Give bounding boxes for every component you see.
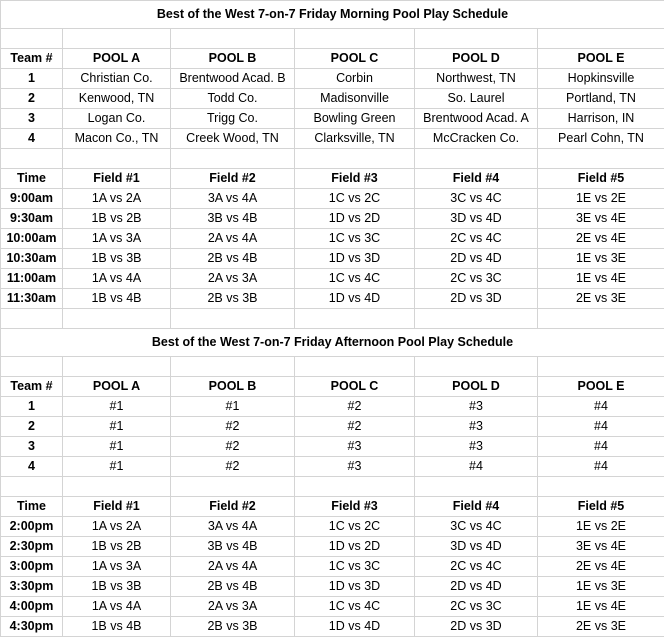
afternoon-pool-row [1, 457, 664, 477]
matchup-cell[interactable]: 1D vs 4D [295, 617, 415, 637]
matchup-cell[interactable]: 1B vs 2B [63, 209, 171, 229]
empty-cell[interactable] [1, 357, 63, 377]
empty-cell[interactable] [538, 149, 664, 169]
pool-team-cell[interactable]: Bowling Green [295, 109, 415, 129]
morning-pool-row [1, 109, 664, 129]
pool-team-cell[interactable]: #3 [295, 457, 415, 477]
matchup-cell[interactable]: 1B vs 3B [63, 577, 171, 597]
empty-cell[interactable] [1, 149, 63, 169]
field-header-cell[interactable]: Field #3 [295, 169, 415, 189]
pool-team-cell[interactable]: #1 [63, 417, 171, 437]
time-cell[interactable]: 4:30pm [1, 617, 63, 637]
matchup-cell[interactable]: 1A vs 3A [63, 557, 171, 577]
pool-team-cell[interactable]: #2 [295, 397, 415, 417]
matchup-cell[interactable]: 2B vs 3B [171, 617, 295, 637]
matchup-cell[interactable]: 2D vs 4D [415, 577, 538, 597]
morning-schedule-row [1, 269, 664, 289]
matchup-cell[interactable]: 3B vs 4B [171, 209, 295, 229]
afternoon-pool-row [1, 397, 664, 417]
matchup-cell[interactable]: 1D vs 3D [295, 249, 415, 269]
matchup-cell[interactable]: 1C vs 3C [295, 557, 415, 577]
matchup-cell[interactable]: 2A vs 4A [171, 229, 295, 249]
pool-team-cell[interactable]: So. Laurel [415, 89, 538, 109]
afternoon-schedule-row [1, 597, 664, 617]
field-header-cell[interactable]: Field #4 [415, 497, 538, 517]
matchup-cell[interactable]: 1E vs 2E [538, 517, 664, 537]
morning-schedule-row [1, 249, 664, 269]
pool-team-cell[interactable]: Creek Wood, TN [171, 129, 295, 149]
matchup-cell[interactable]: 1E vs 3E [538, 249, 664, 269]
pool-team-cell[interactable]: Madisonville [295, 89, 415, 109]
pool-team-cell[interactable]: Christian Co. [63, 69, 171, 89]
matchup-cell[interactable]: 1B vs 2B [63, 537, 171, 557]
time-cell[interactable]: 9:30am [1, 209, 63, 229]
pool-team-cell[interactable]: #1 [171, 397, 295, 417]
matchup-cell[interactable]: 3E vs 4E [538, 537, 664, 557]
field-header-cell[interactable]: Field #4 [415, 169, 538, 189]
morning-pool-header-row [1, 49, 664, 69]
morning-field-header-row [1, 169, 664, 189]
empty-cell[interactable] [538, 29, 664, 49]
empty-cell[interactable] [415, 309, 538, 329]
afternoon-schedule-row [1, 517, 664, 537]
empty-cell[interactable] [415, 29, 538, 49]
empty-cell[interactable] [63, 309, 171, 329]
field-header-cell[interactable]: Field #1 [63, 497, 171, 517]
pool-team-cell[interactable]: Macon Co., TN [63, 129, 171, 149]
empty-cell[interactable] [171, 477, 295, 497]
blank-row [1, 149, 664, 169]
matchup-cell[interactable]: 2D vs 3D [415, 617, 538, 637]
matchup-cell[interactable]: 3A vs 4A [171, 189, 295, 209]
morning-schedule-row [1, 189, 664, 209]
empty-cell[interactable] [63, 149, 171, 169]
afternoon-title-row [1, 329, 664, 357]
team-number-cell[interactable]: 2 [1, 417, 63, 437]
matchup-cell[interactable]: 1A vs 2A [63, 517, 171, 537]
matchup-cell[interactable]: 1E vs 3E [538, 577, 664, 597]
team-number-cell[interactable]: 4 [1, 129, 63, 149]
pool-team-cell[interactable]: Brentwood Acad. A [415, 109, 538, 129]
pool-team-cell[interactable]: #1 [63, 437, 171, 457]
pool-team-cell[interactable]: #3 [415, 397, 538, 417]
empty-cell[interactable] [295, 309, 415, 329]
pool-team-cell[interactable]: Kenwood, TN [63, 89, 171, 109]
matchup-cell[interactable]: 2C vs 3C [415, 597, 538, 617]
empty-cell[interactable] [171, 357, 295, 377]
matchup-cell[interactable]: 3D vs 4D [415, 537, 538, 557]
afternoon-schedule-row [1, 537, 664, 557]
matchup-cell[interactable]: 1C vs 4C [295, 597, 415, 617]
field-header-cell[interactable]: Time [1, 497, 63, 517]
pool-team-cell[interactable]: #2 [171, 417, 295, 437]
empty-cell[interactable] [171, 309, 295, 329]
time-cell[interactable]: 3:30pm [1, 577, 63, 597]
empty-cell[interactable] [415, 357, 538, 377]
pool-team-cell[interactable]: McCracken Co. [415, 129, 538, 149]
empty-cell[interactable] [1, 29, 63, 49]
matchup-cell[interactable]: 2B vs 4B [171, 249, 295, 269]
afternoon-pool-row [1, 437, 664, 457]
field-header-cell[interactable]: Field #3 [295, 497, 415, 517]
pool-team-cell[interactable]: Logan Co. [63, 109, 171, 129]
pool-header-cell[interactable]: POOL D [415, 49, 538, 69]
field-header-cell[interactable]: Field #2 [171, 169, 295, 189]
pool-team-cell[interactable]: #1 [63, 457, 171, 477]
matchup-cell[interactable]: 3E vs 4E [538, 209, 664, 229]
field-header-cell[interactable]: Field #1 [63, 169, 171, 189]
matchup-cell[interactable]: 1B vs 4B [63, 289, 171, 309]
time-cell[interactable]: 2:00pm [1, 517, 63, 537]
time-cell[interactable]: 11:00am [1, 269, 63, 289]
matchup-cell[interactable]: 3C vs 4C [415, 517, 538, 537]
time-cell[interactable]: 3:00pm [1, 557, 63, 577]
empty-cell[interactable] [171, 149, 295, 169]
empty-cell[interactable] [1, 309, 63, 329]
blank-row [1, 29, 664, 49]
pool-team-cell[interactable]: Trigg Co. [171, 109, 295, 129]
matchup-cell[interactable]: 2B vs 4B [171, 577, 295, 597]
matchup-cell[interactable]: 1E vs 4E [538, 597, 664, 617]
pool-team-cell[interactable]: #1 [63, 397, 171, 417]
morning-schedule-row [1, 229, 664, 249]
pool-team-cell[interactable]: Portland, TN [538, 89, 664, 109]
afternoon-schedule-row [1, 577, 664, 597]
team-number-cell[interactable]: 1 [1, 397, 63, 417]
matchup-cell[interactable]: 2D vs 3D [415, 289, 538, 309]
matchup-cell[interactable]: 2E vs 3E [538, 617, 664, 637]
pool-header-cell[interactable]: POOL A [63, 377, 171, 397]
blank-row [1, 309, 664, 329]
empty-cell[interactable] [1, 477, 63, 497]
matchup-cell[interactable]: 3A vs 4A [171, 517, 295, 537]
morning-section-title[interactable]: Best of the West 7-on-7 Friday Morning Pool Play Schedule [1, 1, 664, 29]
morning-pool-row [1, 69, 664, 89]
morning-pool-row [1, 89, 664, 109]
pool-team-cell[interactable]: #4 [538, 417, 664, 437]
pool-header-cell[interactable]: POOL C [295, 49, 415, 69]
field-header-cell[interactable]: Field #5 [538, 497, 664, 517]
empty-cell[interactable] [538, 357, 664, 377]
pool-team-cell[interactable]: #4 [538, 397, 664, 417]
matchup-cell[interactable]: 2A vs 4A [171, 557, 295, 577]
afternoon-schedule-row [1, 617, 664, 637]
time-cell[interactable]: 9:00am [1, 189, 63, 209]
matchup-cell[interactable]: 2C vs 4C [415, 557, 538, 577]
matchup-cell[interactable]: 2E vs 4E [538, 557, 664, 577]
matchup-cell[interactable]: 1C vs 2C [295, 189, 415, 209]
afternoon-pool-header-row [1, 377, 664, 397]
matchup-cell[interactable]: 1C vs 4C [295, 269, 415, 289]
matchup-cell[interactable]: 2A vs 3A [171, 269, 295, 289]
matchup-cell[interactable]: 3B vs 4B [171, 537, 295, 557]
pool-team-cell[interactable]: Harrison, IN [538, 109, 664, 129]
matchup-cell[interactable]: 2C vs 4C [415, 229, 538, 249]
matchup-cell[interactable]: 1E vs 2E [538, 189, 664, 209]
time-cell[interactable]: 10:00am [1, 229, 63, 249]
empty-cell[interactable] [538, 477, 664, 497]
morning-title-row [1, 1, 664, 29]
empty-cell[interactable] [171, 29, 295, 49]
pool-header-cell[interactable]: Team # [1, 49, 63, 69]
blank-row [1, 357, 664, 377]
blank-row [1, 477, 664, 497]
pool-team-cell[interactable]: #3 [295, 437, 415, 457]
matchup-cell[interactable]: 2C vs 3C [415, 269, 538, 289]
pool-header-cell[interactable]: POOL B [171, 377, 295, 397]
team-number-cell[interactable]: 2 [1, 89, 63, 109]
matchup-cell[interactable]: 1B vs 4B [63, 617, 171, 637]
pool-team-cell[interactable]: Pearl Cohn, TN [538, 129, 664, 149]
matchup-cell[interactable]: 1D vs 4D [295, 289, 415, 309]
pool-team-cell[interactable]: #2 [295, 417, 415, 437]
matchup-cell[interactable]: 1C vs 2C [295, 517, 415, 537]
afternoon-pool-row [1, 417, 664, 437]
empty-cell[interactable] [415, 149, 538, 169]
pool-team-cell[interactable]: Clarksville, TN [295, 129, 415, 149]
team-number-cell[interactable]: 1 [1, 69, 63, 89]
field-header-cell[interactable]: Field #2 [171, 497, 295, 517]
field-header-cell[interactable]: Field #5 [538, 169, 664, 189]
matchup-cell[interactable]: 2E vs 3E [538, 289, 664, 309]
time-cell[interactable]: 2:30pm [1, 537, 63, 557]
afternoon-field-header-row [1, 497, 664, 517]
empty-cell[interactable] [295, 477, 415, 497]
team-number-cell[interactable]: 3 [1, 109, 63, 129]
matchup-cell[interactable]: 1A vs 3A [63, 229, 171, 249]
empty-cell[interactable] [63, 29, 171, 49]
empty-cell[interactable] [295, 149, 415, 169]
matchup-cell[interactable]: 2E vs 4E [538, 229, 664, 249]
time-cell[interactable]: 10:30am [1, 249, 63, 269]
pool-team-cell[interactable]: #4 [538, 457, 664, 477]
team-number-cell[interactable]: 3 [1, 437, 63, 457]
morning-pool-row [1, 129, 664, 149]
afternoon-section-title[interactable]: Best of the West 7-on-7 Friday Afternoon Pool Play Schedule [1, 329, 664, 357]
matchup-cell[interactable]: 3D vs 4D [415, 209, 538, 229]
empty-cell[interactable] [63, 477, 171, 497]
matchup-cell[interactable]: 1D vs 2D [295, 209, 415, 229]
pool-header-cell[interactable]: POOL C [295, 377, 415, 397]
matchup-cell[interactable]: 1B vs 3B [63, 249, 171, 269]
pool-team-cell[interactable]: #4 [538, 437, 664, 457]
pool-header-cell[interactable]: POOL A [63, 49, 171, 69]
matchup-cell[interactable]: 2D vs 4D [415, 249, 538, 269]
matchup-cell[interactable]: 1A vs 4A [63, 269, 171, 289]
afternoon-schedule-row [1, 557, 664, 577]
matchup-cell[interactable]: 1D vs 2D [295, 537, 415, 557]
pool-header-cell[interactable]: POOL B [171, 49, 295, 69]
pool-header-cell[interactable]: POOL E [538, 377, 664, 397]
pool-team-cell[interactable]: Corbin [295, 69, 415, 89]
matchup-cell[interactable]: 1D vs 3D [295, 577, 415, 597]
pool-team-cell[interactable]: Todd Co. [171, 89, 295, 109]
matchup-cell[interactable]: 2B vs 3B [171, 289, 295, 309]
matchup-cell[interactable]: 2A vs 3A [171, 597, 295, 617]
pool-team-cell[interactable]: #4 [415, 457, 538, 477]
empty-cell[interactable] [415, 477, 538, 497]
pool-team-cell[interactable]: Northwest, TN [415, 69, 538, 89]
matchup-cell[interactable]: 1A vs 2A [63, 189, 171, 209]
empty-cell[interactable] [295, 29, 415, 49]
pool-team-cell[interactable]: #3 [415, 437, 538, 457]
pool-team-cell[interactable]: #2 [171, 437, 295, 457]
matchup-cell[interactable]: 3C vs 4C [415, 189, 538, 209]
team-number-cell[interactable]: 4 [1, 457, 63, 477]
pool-team-cell[interactable]: Hopkinsville [538, 69, 664, 89]
field-header-cell[interactable]: Time [1, 169, 63, 189]
matchup-cell[interactable]: 1E vs 4E [538, 269, 664, 289]
empty-cell[interactable] [295, 357, 415, 377]
empty-cell[interactable] [63, 357, 171, 377]
empty-cell[interactable] [538, 309, 664, 329]
time-cell[interactable]: 11:30am [1, 289, 63, 309]
morning-schedule-row [1, 209, 664, 229]
time-cell[interactable]: 4:00pm [1, 597, 63, 617]
pool-header-cell[interactable]: Team # [1, 377, 63, 397]
matchup-cell[interactable]: 1C vs 3C [295, 229, 415, 249]
pool-header-cell[interactable]: POOL D [415, 377, 538, 397]
pool-header-cell[interactable]: POOL E [538, 49, 664, 69]
pool-team-cell[interactable]: #3 [415, 417, 538, 437]
matchup-cell[interactable]: 1A vs 4A [63, 597, 171, 617]
pool-team-cell[interactable]: #2 [171, 457, 295, 477]
morning-schedule-row [1, 289, 664, 309]
pool-team-cell[interactable]: Brentwood Acad. B [171, 69, 295, 89]
